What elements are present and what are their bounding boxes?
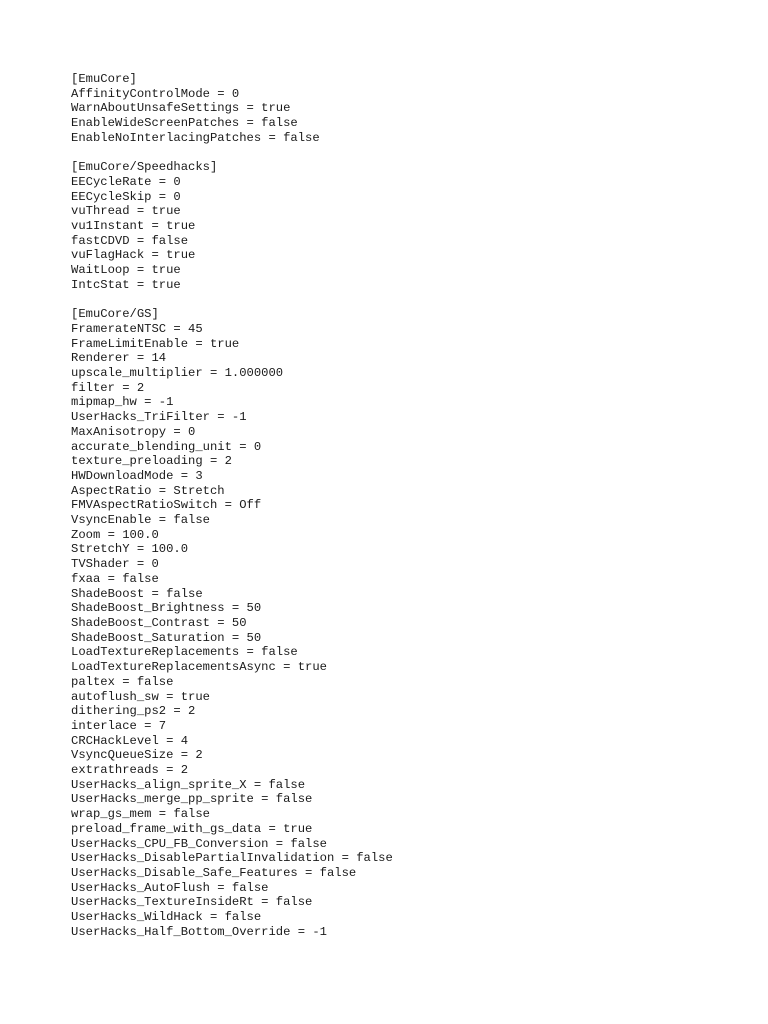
config-line: HWDownloadMode = 3 <box>71 468 203 483</box>
config-line: fxaa = false <box>71 571 159 586</box>
config-line: ShadeBoost_Saturation = 50 <box>71 630 262 645</box>
config-line: VsyncQueueSize = 2 <box>71 748 203 763</box>
config-line: EnableNoInterlacingPatches = false <box>71 130 320 145</box>
config-line: filter = 2 <box>71 380 145 395</box>
config-line: FramerateNTSC = 45 <box>71 321 203 336</box>
config-document <box>71 72 748 954</box>
section-header: [EmuCore] <box>71 72 137 86</box>
config-line: mipmap_hw = -1 <box>71 395 174 410</box>
config-line: upscale_multiplier = 1.000000 <box>71 366 284 381</box>
config-line: UserHacks_TriFilter = -1 <box>71 410 247 425</box>
config-line: UserHacks_Disable_Safe_Features = false <box>71 865 357 880</box>
config-line: UserHacks_WildHack = false <box>71 910 262 925</box>
config-line: UserHacks_merge_pp_sprite = false <box>71 792 313 807</box>
config-line: extrathreads = 2 <box>71 763 189 778</box>
config-line: LoadTextureReplacementsAsync = true <box>71 660 327 675</box>
config-line: UserHacks_Half_Bottom_Override = -1 <box>71 924 327 939</box>
config-line: autoflush_sw = true <box>71 689 210 704</box>
config-line: vu1Instant = true <box>71 219 196 234</box>
config-line: EECycleSkip = 0 <box>71 189 181 204</box>
config-line: ShadeBoost_Contrast = 50 <box>71 615 247 630</box>
config-line: VsyncEnable = false <box>71 513 210 528</box>
config-line: CRCHackLevel = 4 <box>71 733 189 748</box>
config-line: TVShader = 0 <box>71 557 159 572</box>
config-line: vuThread = true <box>71 204 181 219</box>
section-header: [EmuCore/Speedhacks] <box>71 160 218 175</box>
config-line: UserHacks_DisablePartialInvalidation = false <box>71 851 393 866</box>
config-line: LoadTextureReplacements = false <box>71 645 298 660</box>
config-line: UserHacks_TextureInsideRt = false <box>71 895 313 910</box>
config-line: dithering_ps2 = 2 <box>71 704 196 719</box>
config-line: StretchY = 100.0 <box>71 542 189 557</box>
config-line: FrameLimitEnable = true <box>71 336 240 351</box>
config-line: texture_preloading = 2 <box>71 454 232 469</box>
config-line: EnableWideScreenPatches = false <box>71 116 298 131</box>
config-line: ShadeBoost = false <box>71 586 203 601</box>
config-line: MaxAnisotropy = 0 <box>71 424 196 439</box>
config-line: Renderer = 14 <box>71 351 167 366</box>
section-emucore-speedhacks <box>71 160 748 292</box>
config-line: UserHacks_align_sprite_X = false <box>71 777 306 792</box>
config-line: accurate_blending_unit = 0 <box>71 439 262 454</box>
config-line: paltex = false <box>71 674 174 689</box>
config-line: UserHacks_AutoFlush = false <box>71 880 269 895</box>
config-line: Zoom = 100.0 <box>71 527 159 542</box>
config-line: WaitLoop = true <box>71 263 181 278</box>
config-line: vuFlagHack = true <box>71 248 196 263</box>
config-line: WarnAboutUnsafeSettings = true <box>71 101 291 116</box>
section-emucore-gs <box>71 307 748 939</box>
config-line: fastCDVD = false <box>71 233 189 248</box>
config-line: FMVAspectRatioSwitch = Off <box>71 498 262 513</box>
config-line: UserHacks_CPU_FB_Conversion = false <box>71 836 327 851</box>
config-line: ShadeBoost_Brightness = 50 <box>71 601 262 616</box>
section-emucore <box>71 72 748 146</box>
section-header: [EmuCore/GS] <box>71 307 159 322</box>
config-line: IntcStat = true <box>71 277 181 292</box>
config-line: preload_frame_with_gs_data = true <box>71 821 313 836</box>
config-line: AffinityControlMode = 0 <box>71 86 240 101</box>
config-line: wrap_gs_mem = false <box>71 807 210 822</box>
config-line: EECycleRate = 0 <box>71 174 181 189</box>
config-line: AspectRatio = Stretch <box>71 483 225 498</box>
config-line: interlace = 7 <box>71 718 167 733</box>
